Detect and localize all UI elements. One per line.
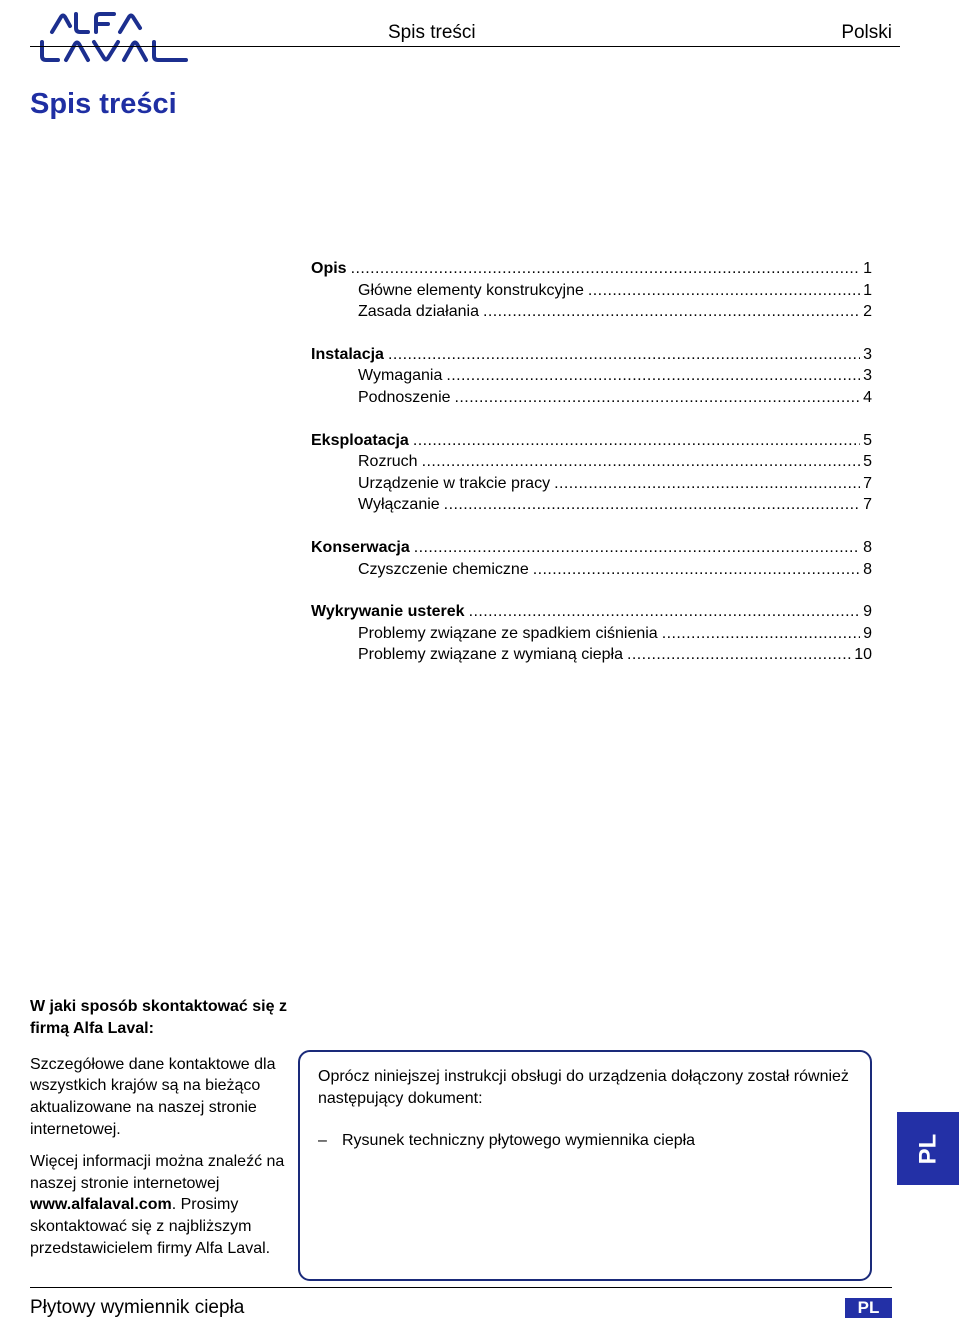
contact-paragraph: Szczegółowe dane kontaktowe dla wszystkich krajów są na bieżąco aktualizowane na naszej stronie internetowej. [30,1055,276,1138]
toc-page-number: 8 [863,538,872,556]
contact-paragraph-web [30,1151,295,1260]
toc-leader-dots [422,451,860,473]
list-item [318,1130,852,1152]
toc-subsection-entry[interactable] [311,365,872,387]
toc-entry-title: Opis [311,260,347,277]
toc-leader-dots [554,473,860,495]
toc-leader-dots [588,280,860,302]
toc-entry-title: Instalacja [311,345,384,363]
toc-leader-dots [351,258,860,280]
toc-group [311,537,872,580]
toc-group [311,430,872,516]
toc-leader-dots [533,559,860,581]
toc-page-number: 7 [863,474,872,492]
toc-section-entry[interactable] [311,537,872,559]
toc-page-number: 9 [863,603,872,621]
toc-leader-dots [446,365,860,387]
toc-entry-title: Główne elementy konstrukcyjne [358,281,584,299]
toc-entry-title: Wyłączanie [358,496,440,514]
toc-page-number: 1 [863,260,872,277]
toc-subsection-entry[interactable] [311,644,872,666]
toc-subsection-entry[interactable] [311,301,872,323]
website-link[interactable]: www.alfalaval.com [30,1196,172,1214]
contact-section [30,996,295,1270]
toc-entry-title: Zasada działania [358,303,479,321]
toc-page-number: 9 [863,624,872,642]
page-title: Spis treści [30,88,177,120]
dash-bullet: – [318,1132,327,1149]
toc-leader-dots [662,623,860,645]
toc-leader-dots [413,430,860,452]
toc-subsection-entry[interactable] [311,559,872,581]
toc-page-number: 4 [863,388,872,406]
toc-subsection-entry[interactable] [311,280,872,302]
toc-subsection-entry[interactable] [311,623,872,645]
toc-section-entry[interactable] [311,430,872,452]
toc-subsection-entry[interactable] [311,494,872,516]
toc-group [311,344,872,409]
table-of-contents [311,258,872,687]
toc-leader-dots [455,387,860,409]
toc-leader-dots [627,644,852,666]
toc-leader-dots [483,301,860,323]
contact-text: . Prosimy skontaktować się z najbliższym przedstawicielem firmy Alfa Laval. [30,1196,271,1257]
toc-leader-dots [388,344,860,366]
toc-entry-title: Urządzenie w trakcie pracy [358,474,551,492]
toc-page-number: 3 [863,367,872,385]
language-side-tab-label: PL [913,1133,941,1164]
toc-entry-title: Wymagania [358,367,443,385]
toc-group [311,601,872,666]
toc-leader-dots [414,537,860,559]
toc-page-number: 5 [863,453,872,471]
toc-page-number: 5 [863,431,872,449]
toc-page-number: 2 [863,303,872,321]
toc-subsection-entry[interactable] [311,387,872,409]
toc-entry-title: Problemy związane ze spadkiem ciśnienia [358,624,658,642]
header-rule [30,46,900,47]
footer-language-badge: PL [845,1298,892,1318]
toc-entry-title: Wykrywanie usterek [311,603,465,621]
toc-entry-title: Eksploatacja [311,431,409,449]
alfa-laval-logo [36,6,196,68]
language-side-tab [897,1112,959,1185]
box-intro: Oprócz niniejszej instrukcji obsługi do urządzenia dołączony został również następujący dokument: [318,1068,849,1107]
toc-entry-title: Problemy związane z wymianą ciepła [358,646,623,664]
toc-entry-title: Czyszczenie chemiczne [358,560,529,578]
toc-entry-title: Podnoszenie [358,388,451,406]
toc-page-number: 7 [863,496,872,514]
toc-leader-dots [444,494,860,516]
toc-section-entry[interactable] [311,344,872,366]
footer-rule [30,1287,892,1288]
toc-page-number: 1 [863,281,872,299]
document-name: Rysunek techniczny płytowego wymiennika ciepła [342,1132,696,1149]
toc-section-entry[interactable] [311,601,872,623]
header-section-title: Spis treści [388,22,476,43]
toc-page-number: 8 [863,560,872,578]
footer-title: Płytowy wymiennik ciepła [30,1297,245,1318]
toc-section-entry[interactable] [311,258,872,280]
included-documents-box [298,1050,872,1281]
contact-title: W jaki sposób skontaktować się z firmą Alfa Laval: [30,998,287,1037]
toc-leader-dots [469,601,860,623]
header-language: Polski [841,22,892,43]
toc-subsection-entry[interactable] [311,451,872,473]
toc-group [311,258,872,323]
toc-page-number: 3 [863,345,872,363]
toc-page-number: 10 [854,646,872,664]
toc-entry-title: Konserwacja [311,538,410,556]
contact-text: Więcej informacji można znaleźć na naszej stronie internetowej [30,1152,285,1192]
toc-subsection-entry[interactable] [311,473,872,495]
toc-entry-title: Rozruch [358,453,418,471]
